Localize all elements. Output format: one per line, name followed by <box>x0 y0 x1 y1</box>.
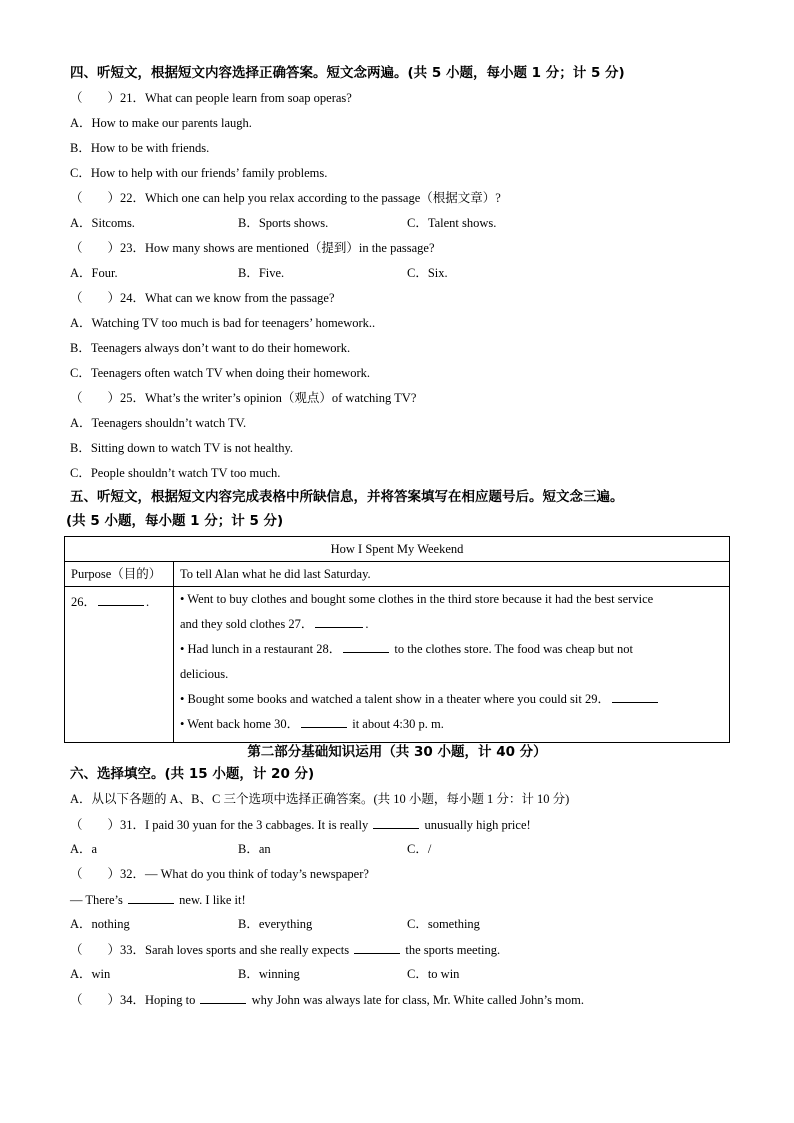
q23-option-b: B．Five. <box>238 266 285 280</box>
section-5-heading-cont: (共 5 小题，每小题 1 分；计 5 分) <box>66 513 284 529</box>
q28-blank[interactable] <box>343 639 389 653</box>
q22-option-b: B．Sports shows. <box>238 216 329 230</box>
q33-option-b: B．winning <box>238 967 300 981</box>
q26-cell: 26． . <box>65 587 174 743</box>
q32-option-c: C．something <box>407 917 480 931</box>
q26-number: 26． <box>71 595 97 609</box>
q30-blank[interactable] <box>301 714 347 728</box>
q31-stem: （ ）31．I paid 30 yuan for the 3 cabbages. It is really unusually high price! <box>70 815 531 834</box>
section-5-heading: 五、听短文，根据短文内容完成表格中所缺信息，并将答案填写在相应题号后。短文念三遍。 <box>70 489 624 505</box>
q25-option-a: A．Teenagers shouldn’t watch TV. <box>70 416 247 430</box>
q25-option-c: C．People shouldn’t watch TV too much. <box>70 466 281 480</box>
q23-option-a: A．Four. <box>70 266 118 280</box>
q25-stem: （ ）25．What’s the writer’s opinion（观点）of watching TV? <box>70 391 417 405</box>
q24-stem: （ ）24．What can we know from the passage? <box>70 291 335 305</box>
q33-option-a: A．win <box>70 967 111 981</box>
bullet-3: • Bought some books and watched a talent show in a theater where you could sit 29． <box>180 687 723 712</box>
part-2-title: 第二部分基础知识运用（共 30 小题，计 40 分） <box>247 744 547 760</box>
q22-option-c: C．Talent shows. <box>407 216 497 230</box>
bullet-2-cont: delicious. <box>180 667 229 681</box>
q21-stem: （ ）21．What can people learn from soap operas? <box>70 91 352 105</box>
weekend-table <box>64 536 730 743</box>
q31-option-a: A．a <box>70 842 98 856</box>
q27-blank[interactable] <box>315 614 363 628</box>
q31-option-b: B．an <box>238 842 271 856</box>
q31-option-c: C．/ <box>407 842 432 856</box>
q25-option-b: B．Sitting down to watch TV is not healthy. <box>70 441 294 455</box>
q34-blank[interactable] <box>200 990 246 1004</box>
q23-option-c: C．Six. <box>407 266 448 280</box>
bullet-2: • Had lunch in a restaurant 28． to the clothes store. The food was cheap but not <box>180 637 723 662</box>
q32-stem: （ ）32．— What do you think of today’s newspaper? <box>70 867 369 881</box>
q32-line-2: — There’s new. I like it! <box>70 890 246 909</box>
q22-option-a: A．Sitcoms. <box>70 216 135 230</box>
q26-blank[interactable] <box>98 592 144 606</box>
q21-option-c: C．How to help with our friends’ family problems. <box>70 166 328 180</box>
q32-option-a: A．nothing <box>70 917 130 931</box>
purpose-label: Purpose（目的） <box>65 562 174 587</box>
q32-blank[interactable] <box>128 890 174 904</box>
q33-option-c: C．to win <box>407 967 460 981</box>
purpose-value: To tell Alan what he did last Saturday. <box>174 562 730 587</box>
q24-option-c: C．Teenagers often watch TV when doing their homework. <box>70 366 370 380</box>
q21-option-a: A．How to make our parents laugh. <box>70 116 252 130</box>
q34-stem: （ ）34．Hoping to why John was always late for class, Mr. White called John’s mom. <box>70 990 584 1009</box>
details-cell <box>174 587 730 743</box>
table-title: How I Spent My Weekend <box>65 537 730 562</box>
bullet-1-cont: and they sold clothes 27． . <box>180 612 723 637</box>
section-6-heading: 六、选择填空。(共 15 小题，计 20 分) <box>70 766 315 782</box>
q21-option-b: B．How to be with friends. <box>70 141 210 155</box>
q32-option-b: B．everything <box>238 917 313 931</box>
section-4-heading: 四、听短文，根据短文内容选择正确答案。短文念两遍。(共 5 小题，每小题 1 分；计 5 分) <box>70 65 625 81</box>
q33-blank[interactable] <box>354 940 400 954</box>
bullet-1: • Went to buy clothes and bought some clothes in the third store because it had the best service <box>180 592 654 606</box>
q24-option-b: B．Teenagers always don’t want to do their homework. <box>70 341 351 355</box>
q24-option-a: A．Watching TV too much is bad for teenagers’ homework.. <box>70 316 376 330</box>
q31-blank[interactable] <box>373 815 419 829</box>
q33-stem: （ ）33．Sarah loves sports and she really expects the sports meeting. <box>70 940 500 959</box>
q29-blank[interactable] <box>612 689 658 703</box>
section-6-sub-a: A．从以下各题的 A、B、C 三个选项中选择正确答案。(共 10 小题，每小题 1 分：计 10 分) <box>70 792 570 806</box>
bullet-4: • Went back home 30． it about 4:30 p. m. <box>180 712 723 737</box>
q22-stem: （ ）22．Which one can help you relax according to the passage（根据文章）? <box>70 191 501 205</box>
q23-stem: （ ）23．How many shows are mentioned（提到）in the passage? <box>70 241 435 255</box>
